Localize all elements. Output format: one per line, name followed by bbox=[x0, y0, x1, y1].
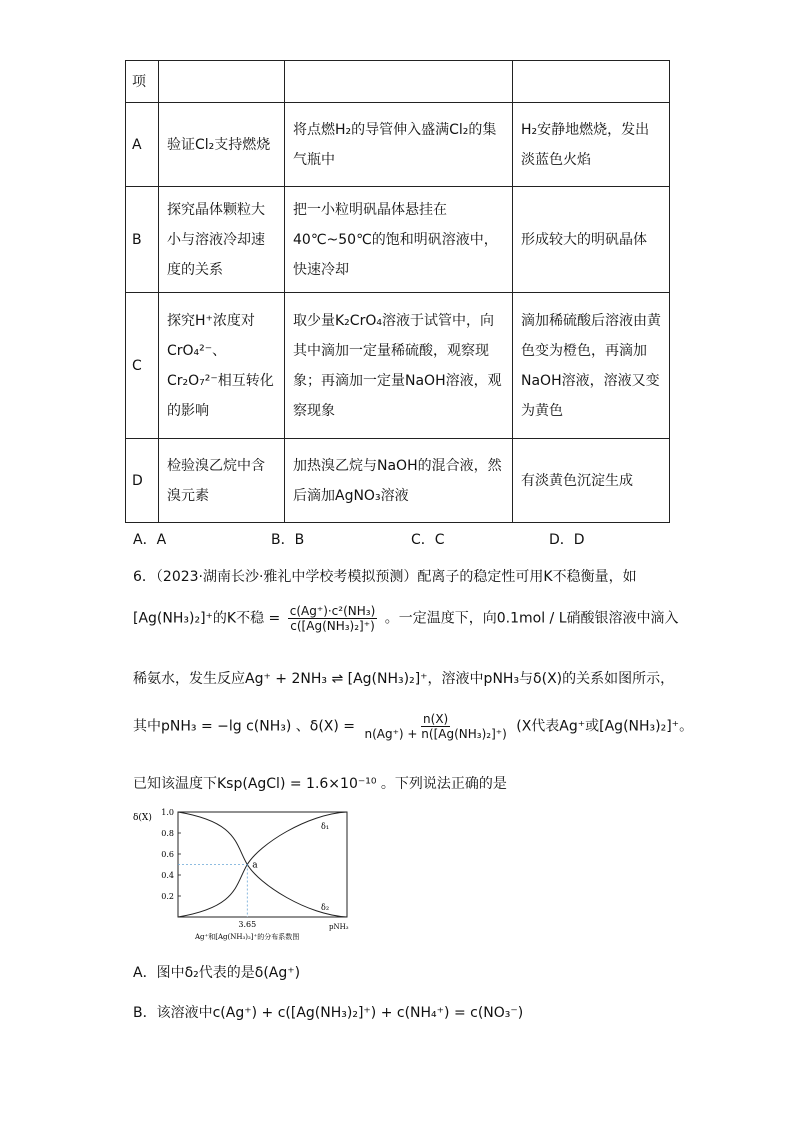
table-row bbox=[126, 293, 670, 439]
option-c[interactable]: C．C bbox=[411, 532, 445, 548]
q6-line2: [Ag(NH₃)₂]⁺的K不稳 = $\frac{\text{c(Ag⁺)·c²(NH₃)}}{\text{c([Ag(NH₃)₂]⁺)}}$ 。一定温度下，向0.1mol / L硝酸银溶液中滴入 bbox=[133, 604, 679, 633]
y-tick-label: 0.2 bbox=[161, 892, 174, 901]
operation-cell: 把一小粒明矾晶体悬挂在40℃~50℃的饱和明矾溶液中，快速冷却 bbox=[285, 187, 513, 293]
purpose-cell: 验证Cl₂支持燃烧 bbox=[159, 103, 285, 187]
purpose-cell: 探究晶体颗粒大小与溶液冷却速度的关系 bbox=[159, 187, 285, 293]
operation-cell: 取少量K₂CrO₄溶液于试管中，向其中滴加一定量稀硫酸，观察现象；再滴加一定量NaOH溶液，观察现象 bbox=[285, 293, 513, 439]
experiment-table bbox=[125, 60, 670, 523]
row-label: B bbox=[126, 187, 159, 293]
row-label: A bbox=[126, 103, 159, 187]
phenomenon-cell: 滴加稀硫酸后溶液由黄色变为橙色，再滴加NaOH溶液，溶液又变为黄色 bbox=[513, 293, 670, 439]
y-tick-label: 0.6 bbox=[161, 850, 174, 859]
purpose-cell: 检验溴乙烷中含溴元素 bbox=[159, 439, 285, 523]
delta-fraction: $\frac{n(X)}{\text{n(Ag⁺) + n([Ag(NH₃)₂]⁺)}}$ bbox=[364, 712, 507, 741]
q6-line5: 已知该温度下Ksp(AgCl) = 1.6×10⁻¹⁰ 。下列说法正确的是 bbox=[133, 776, 507, 792]
q6-line4: 其中pNH₃ = −lg c(NH₃) 、δ(X) = $\frac{n(X)}{\text{n(Ag⁺) + n([Ag(NH₃)₂]⁺)}}$ (X代表Ag⁺或[Ag(NH₃)₂]⁺。 bbox=[133, 712, 694, 741]
answer-b[interactable]: B．该溶液中c(Ag⁺) + c([Ag(NH₃)₂]⁺) + c(NH₄⁺) = c(NO₃⁻) bbox=[133, 1005, 524, 1021]
legend-delta2: δ₂ bbox=[321, 903, 330, 912]
table-row bbox=[126, 103, 670, 187]
table-row bbox=[126, 187, 670, 293]
k-fraction: $\frac{\text{c(Ag⁺)·c²(NH₃)}}{\text{c([Ag(NH₃)₂]⁺)}}$ bbox=[289, 604, 376, 633]
operation-cell: 将点燃H₂的导管伸入盛满Cl₂的集气瓶中 bbox=[285, 103, 513, 187]
y-tick-label: 0.8 bbox=[161, 829, 174, 838]
answer-a[interactable]: A．图中δ₂代表的是δ(Ag⁺) bbox=[133, 965, 301, 981]
x-axis-label: pNH₃ bbox=[329, 923, 349, 931]
y-axis-label: δ(X) bbox=[133, 813, 152, 823]
header-cell: 项 bbox=[126, 61, 159, 103]
phenomenon-cell: H₂安静地燃烧，发出淡蓝色火焰 bbox=[513, 103, 670, 187]
q6-line1: 6．（2023·湖南长沙·雅礼中学校考模拟预测）配离子的稳定性可用K不稳衡量，如 bbox=[133, 569, 637, 585]
table-header-row bbox=[126, 61, 670, 103]
option-a[interactable]: A．A bbox=[133, 532, 167, 548]
purpose-cell: 探究H⁺浓度对CrO₄²⁻、Cr₂O₇²⁻相互转化的影响 bbox=[159, 293, 285, 439]
option-b[interactable]: B．B bbox=[271, 532, 305, 548]
phenomenon-cell: 形成较大的明矾晶体 bbox=[513, 187, 670, 293]
x-mark-label: 3.65 bbox=[238, 920, 257, 929]
row-label: D bbox=[126, 439, 159, 523]
phenomenon-cell: 有淡黄色沉淀生成 bbox=[513, 439, 670, 523]
table-row bbox=[126, 439, 670, 523]
row-label: C bbox=[126, 293, 159, 439]
option-d[interactable]: D．D bbox=[549, 532, 585, 548]
point-label: a bbox=[252, 860, 258, 871]
operation-cell: 加热溴乙烷与NaOH的混合液，然后滴加AgNO₃溶液 bbox=[285, 439, 513, 523]
distribution-chart bbox=[133, 808, 363, 943]
legend-delta1: δ₁ bbox=[321, 822, 330, 831]
q6-line3: 稀氨水，发生反应Ag⁺ + 2NH₃ ⇌ [Ag(NH₃)₂]⁺，溶液中pNH₃与δ(X)的关系如图所示， bbox=[133, 671, 675, 687]
y-tick-label: 1.0 bbox=[161, 808, 174, 817]
y-tick-label: 0.4 bbox=[161, 871, 174, 880]
chart-caption: Ag⁺和[Ag(NH₃)₂]⁺的分布系数图 bbox=[195, 933, 300, 941]
